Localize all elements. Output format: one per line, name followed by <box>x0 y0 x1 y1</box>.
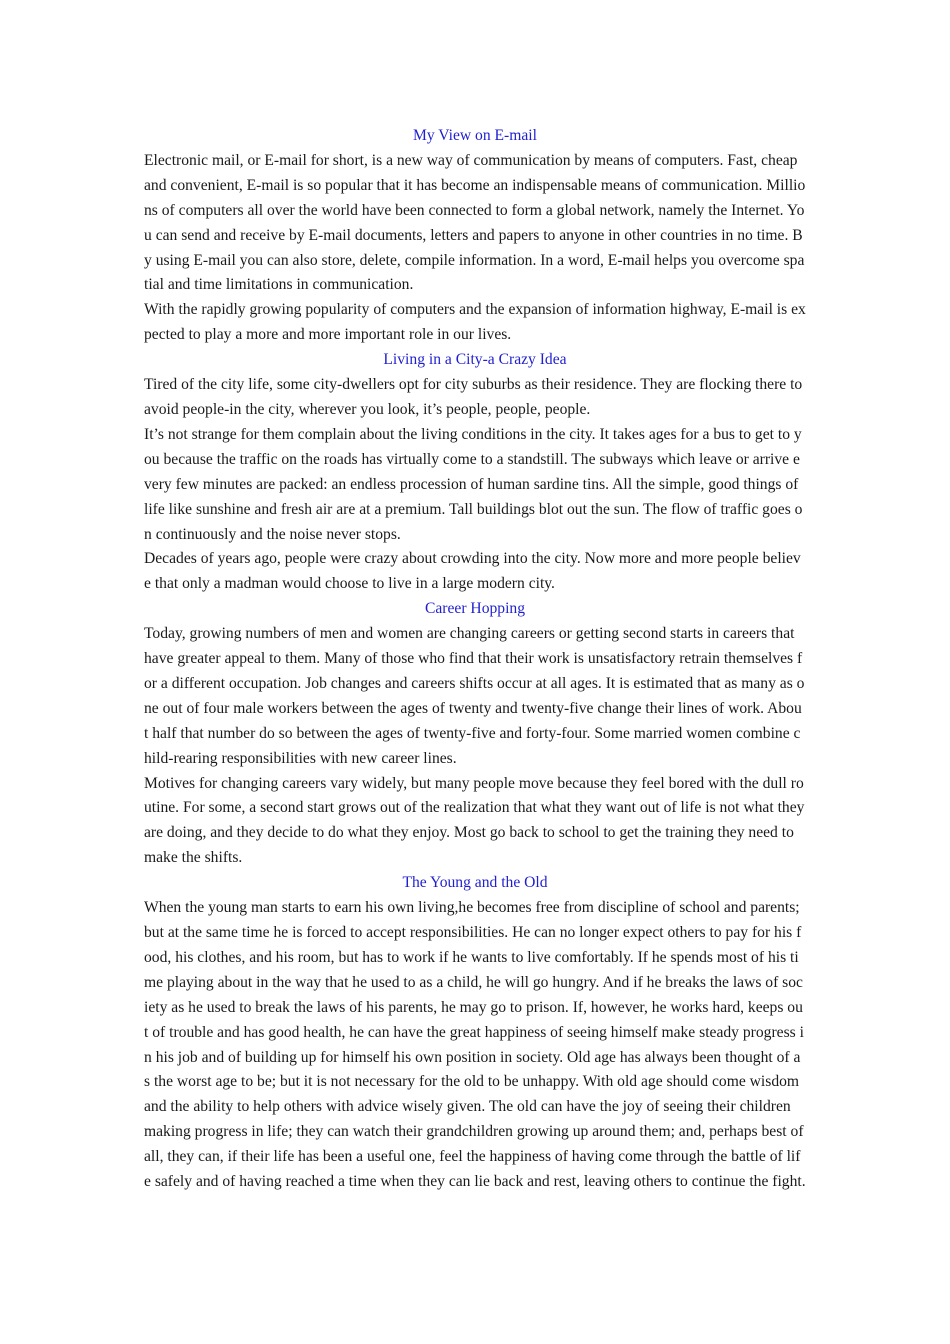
paragraph: With the rapidly growing popularity of computers and the expansion of information highway, E-mail is expected to play a more and more important role in our lives. <box>144 301 806 344</box>
paragraph: It’s not strange for them complain about the living conditions in the city. It takes ages for a bus to get to you because the traffic on the roads has virtually come to a standstill. The subways which leave or arrive every few minutes are packed: an endless procession of human sardine tins. All the simple, good things of life like sunshine and fresh air are at a premium. Tall buildings blot out the sun. The flow of traffic goes on continuously and the noise never stops. <box>144 425 803 543</box>
section-city-life <box>144 348 806 597</box>
paragraph: Decades of years ago, people were crazy about crowding into the city. Now more and more people believe that only a madman would choose to live in a large modern city. <box>144 550 801 593</box>
paragraph: Today, growing numbers of men and women are changing careers or getting second starts in careers that have greater appeal to them. Many of those who find that their work is unsatisfactory retrain themselves for a different occupation. Job changes and careers shifts occur at all ages. It is estimated that as many as one out of four male workers between the ages of twenty and twenty-five change their lines of work. About half that number do so between the ages of twenty-five and forty-four. Some married women combine child-rearing responsibilities with new career lines. <box>144 625 805 767</box>
section-career-hopping <box>144 597 806 871</box>
paragraph: Tired of the city life, some city-dwellers opt for city suburbs as their residence. They are flocking there to avoid people-in the city, wherever you look, it’s people, people, people. <box>144 376 803 418</box>
section-title: The Young and the Old <box>402 874 548 892</box>
section-title: Living in a City-a Crazy Idea <box>383 351 567 369</box>
section-title: My View on E-mail <box>413 127 537 144</box>
section-young-and-old <box>144 871 806 1195</box>
section-email <box>144 124 806 348</box>
paragraph: Motives for changing careers vary widely, but many people move because they feel bored with the dull routine. For some, a second start grows out of the realization that what they want out of life is not what they are doing, and they decide to do what they enjoy. Most go back to school to get the training they need to make the shifts. <box>144 774 805 867</box>
section-title: Career Hopping <box>424 600 526 618</box>
paragraph: When the young man starts to earn his own living,he becomes free from discipline of school and parents; but at the same time he is forced to accept responsibilities. He can no longer expect others to pay for his food, his clothes, and his room, but has to work if he wants to live comfortably. If he spends most of his time playing about in the way that he used to as a child, he will go hungry. And if he breaks the laws of society as he used to break the laws of his parents, he may go to prison. If, however, he works hard, keeps out of trouble and has good health, he can have the great happiness of seeing himself make steady progress in his job and of building up for himself his own position in society. Old age has always been thought of as the worst age to be; but it is not necessary for the old to be unhappy. With old age should come wisdom and the ability to help others with advice wisely given. The old can have the joy of seeing their children making progress in life; they can watch their grandchildren growing up around them; and, perhaps best of all, they can, if their life has been a useful one, feel the happiness of having come through the battle of life safely and of having reached a time when they can lie back and rest, leaving others to continue the fight. <box>144 899 806 1191</box>
paragraph: Electronic mail, or E-mail for short, is a new way of communication by means of computers. Fast, cheap and convenient, E-mail is so popular that it has become an indispensable means of communication. Millions of computers all over the world have been connected to form a global network, namely the Internet. You can send and receive by E-mail documents, letters and papers to anyone in other countries in no time. By using E-mail you can also store, delete, compile information. In a word, E-mail helps you overcome spatial and time limitations in communication. <box>144 151 806 294</box>
document-page <box>144 124 806 1195</box>
